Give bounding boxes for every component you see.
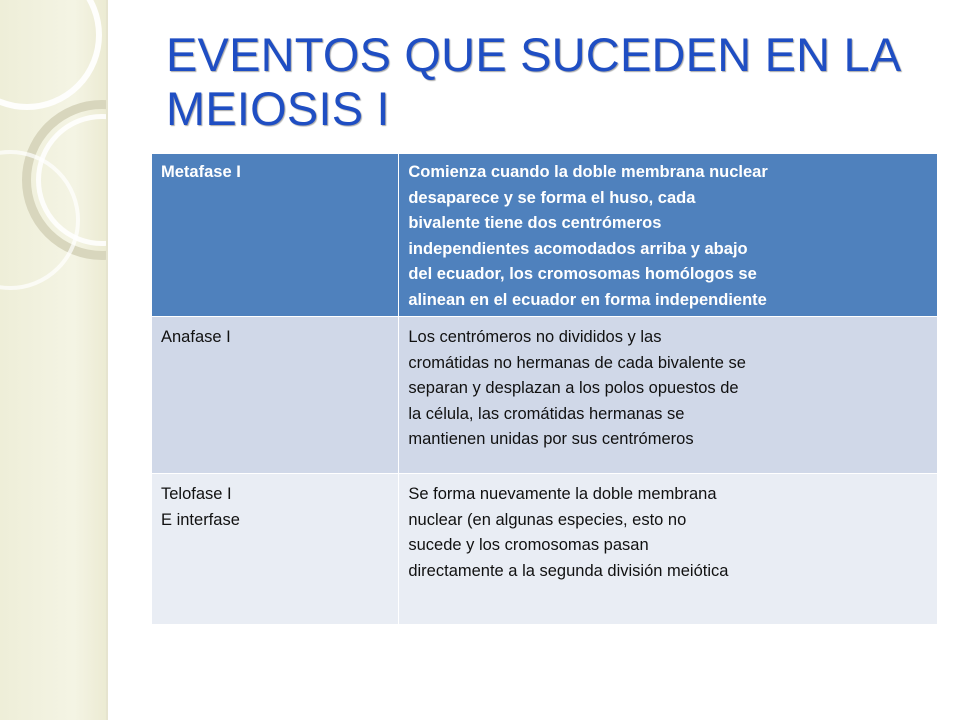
description-cell: Los centrómeros no divididos y las cromátidas no hermanas de cada bivalente se separan y desplazan a los polos opuestos de la célula, las cromátidas hermanas se mantienen unidas por sus centrómeros	[399, 317, 938, 474]
table-row	[152, 474, 938, 625]
description-cell: Se forma nuevamente la doble membrana nuclear (en algunas especies, esto no sucede y los cromosomas pasan directamente a la segunda división meiótica	[399, 474, 938, 625]
phase-cell: Metafase I	[152, 154, 399, 317]
meiosis-events-table	[151, 153, 938, 625]
table-row	[152, 317, 938, 474]
description-cell: Comienza cuando la doble membrana nuclear desaparece y se forma el huso, cada bivalente tiene dos centrómeros independientes acomodados arriba y abajo del ecuador, los cromosomas homólogos se alinean en el ecuador en forma independiente	[399, 154, 938, 317]
decorative-side-band	[0, 0, 106, 720]
phase-cell: Anafase I	[152, 317, 399, 474]
slide-title: EVENTOS QUE SUCEDEN EN LA MEIOSIS I	[166, 28, 899, 135]
side-band-divider	[106, 0, 108, 720]
phase-cell: Telofase I E interfase	[152, 474, 399, 625]
table-row	[152, 154, 938, 317]
decorative-ring	[0, 0, 102, 110]
